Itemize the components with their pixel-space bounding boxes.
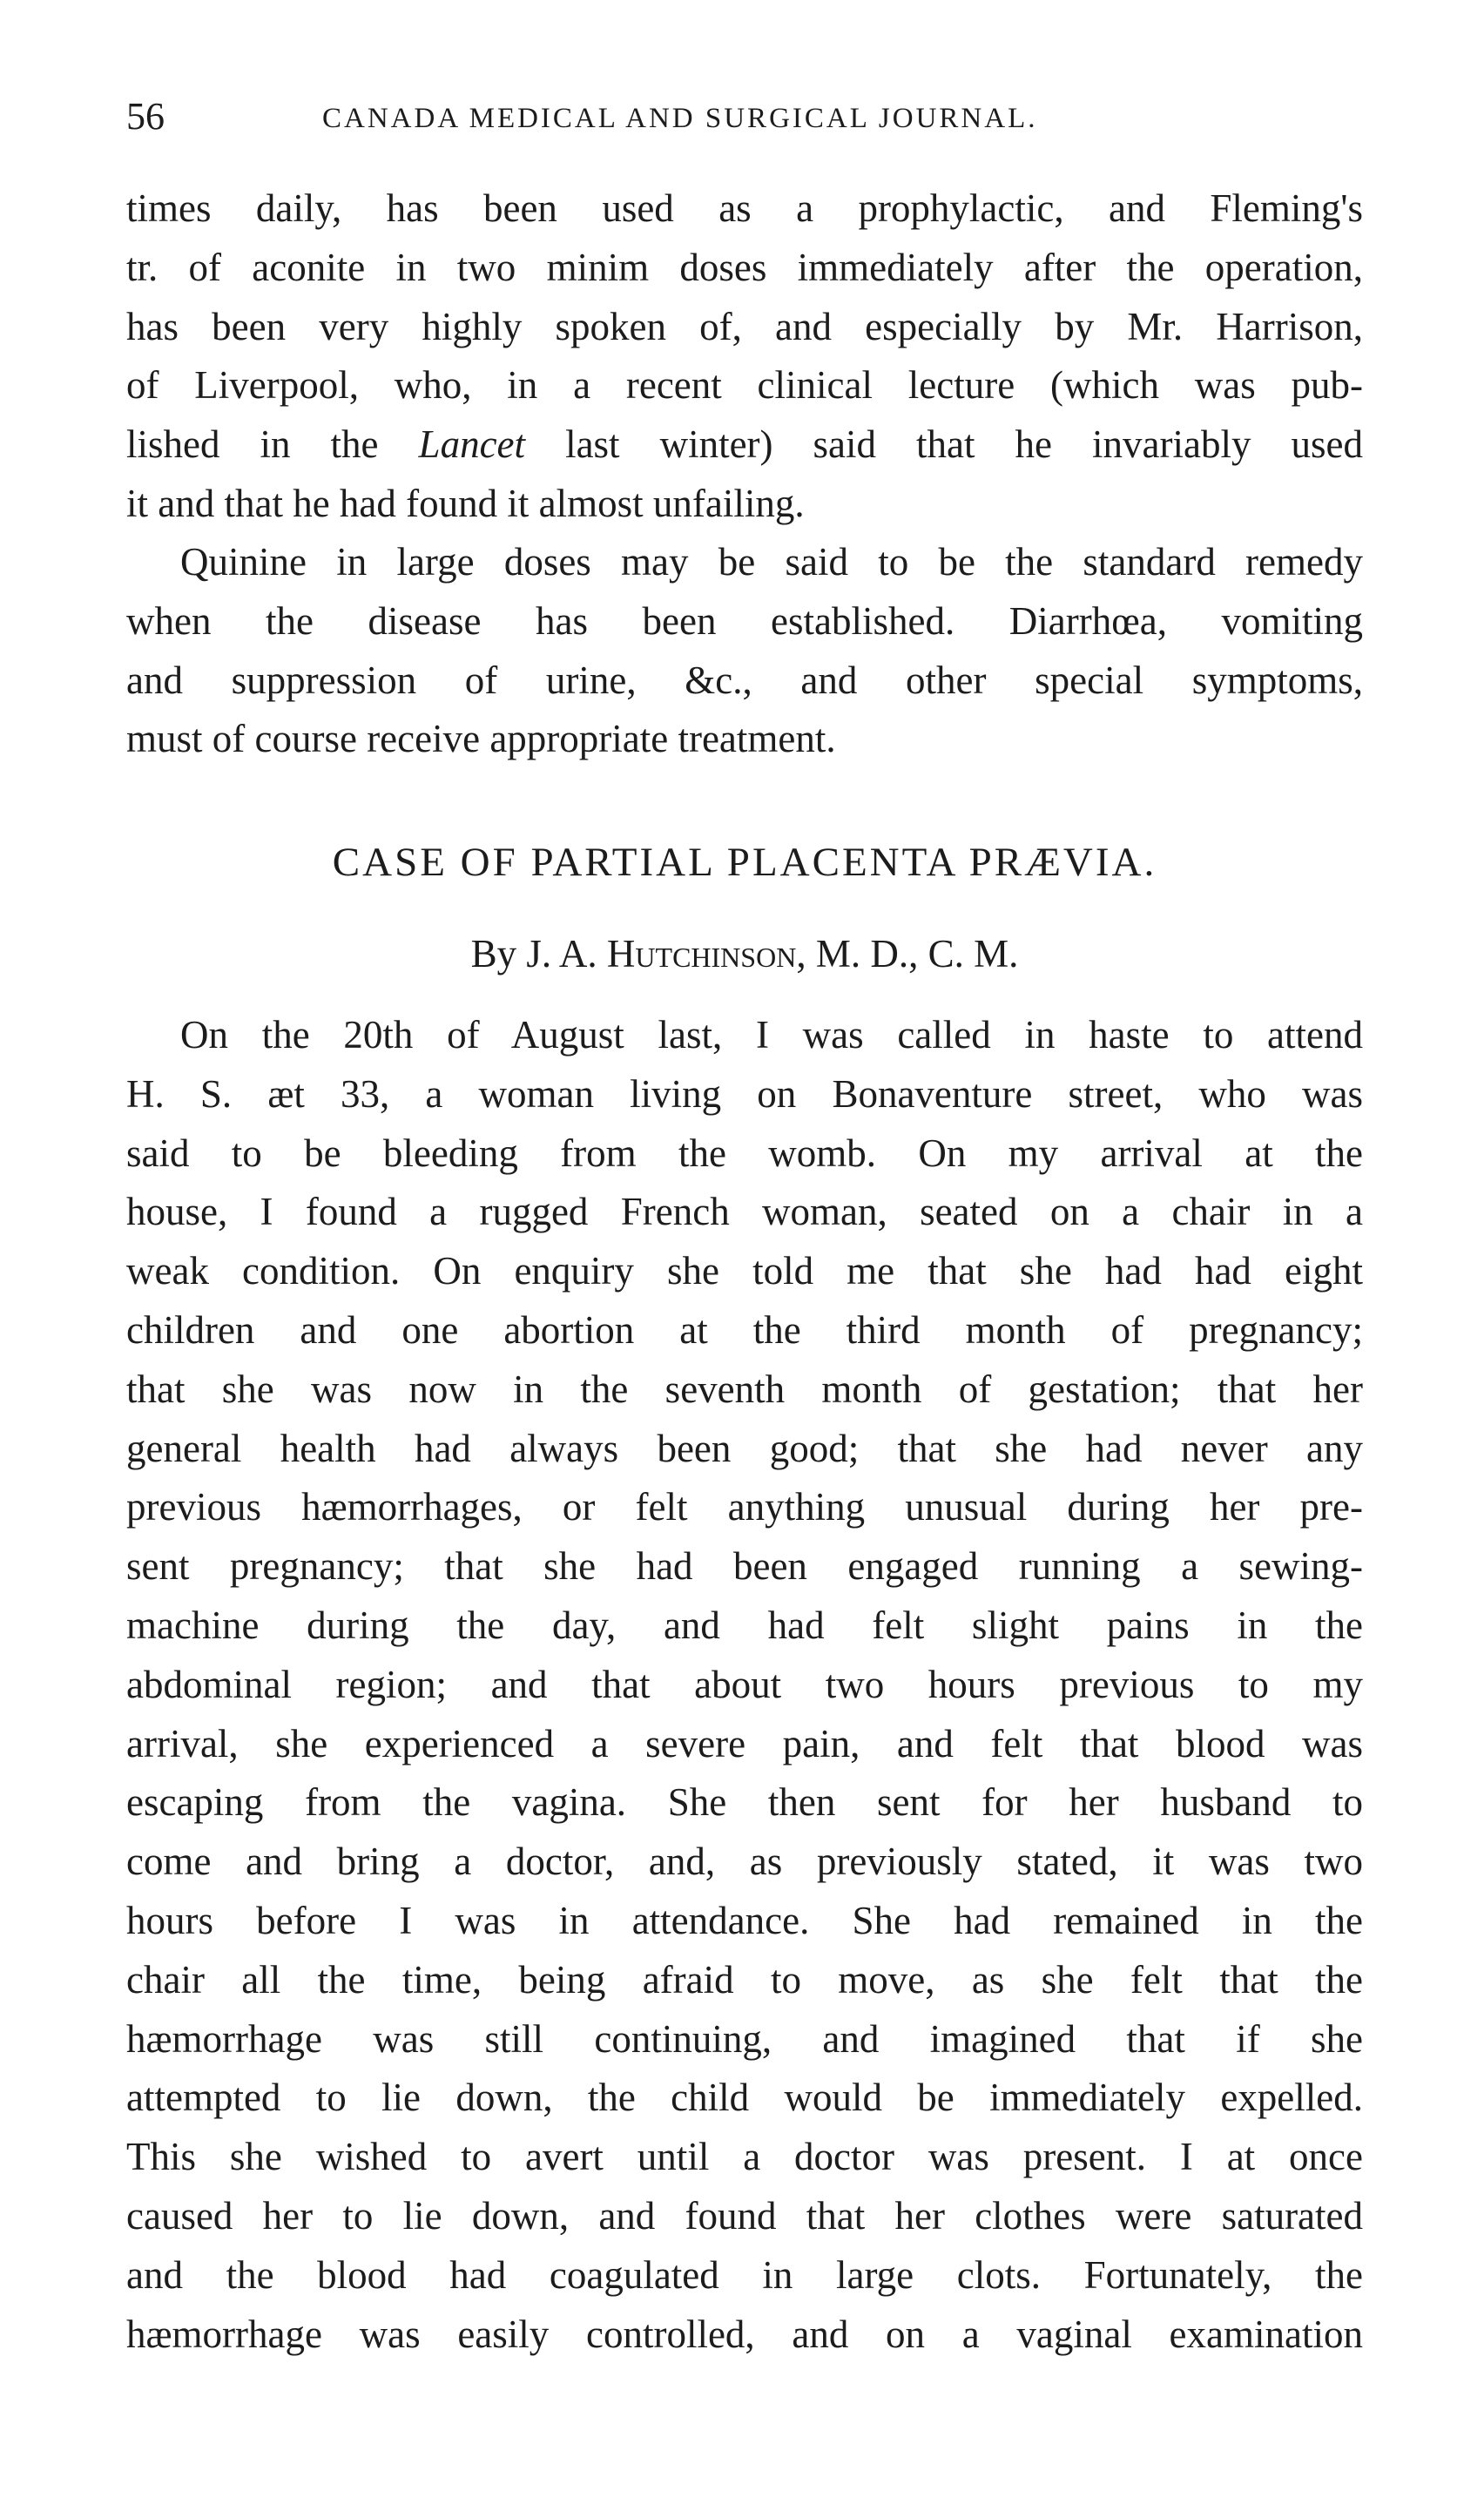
text-line: hours before I was in attendance. She had remained in the — [126, 1898, 1363, 1942]
text-line: house, I found a rugged French woman, seated on a chair in a — [126, 1190, 1363, 1234]
author-name: Hutchinson — [606, 932, 797, 976]
text-line: Quinine in large doses may be said to be the standard remedy — [180, 540, 1363, 584]
text-line: caused her to lie down, and found that her clothes were saturated — [126, 2193, 1363, 2238]
text-line: machine during the day, and had felt slight pains in the — [126, 1603, 1363, 1647]
text-line: it and that he had found it almost unfailing. — [126, 481, 805, 525]
journal-title: CANADA MEDICAL AND SURGICAL JOURNAL. — [322, 103, 1038, 134]
text-line: weak condition. On enquiry she told me that she had had eight — [126, 1249, 1363, 1293]
text-line: chair all the time, being afraid to move, as she felt that the — [126, 1957, 1363, 2002]
text-line: H. S. æt 33, a woman living on Bonaventure street, who was — [126, 1071, 1363, 1116]
text-line: children and one abortion at the third month of pregnancy; — [126, 1307, 1363, 1352]
text-line: hæmorrhage was easily controlled, and on a vaginal examination — [126, 2312, 1363, 2356]
text-fragment: last winter) said that he invariably used — [565, 422, 1364, 467]
byline-prefix: By J. A. — [470, 932, 597, 976]
text-line: This she wished to avert until a doctor was present. I at once — [126, 2135, 1363, 2179]
text-line: and suppression of urine, &c., and other special symptoms, — [126, 658, 1363, 702]
text-line: On the 20th of August last, I was called in haste to attend — [180, 1013, 1363, 1057]
article-title: CASE OF PARTIAL PLACENTA PRÆVIA. — [332, 840, 1157, 885]
paragraph-case-report — [126, 1006, 1363, 2364]
article-byline — [126, 928, 1363, 980]
text-line — [126, 415, 1363, 475]
text-line: general health had always been good; that she had never any — [126, 1426, 1363, 1470]
text-fragment: lished in the — [126, 422, 379, 467]
text-line: must of course receive appropriate treatment. — [126, 717, 836, 761]
text-line: previous hæmorrhages, or felt anything unusual during her pre- — [126, 1485, 1363, 1529]
text-line: that she was now in the seventh month of gestation; that her — [126, 1367, 1363, 1411]
text-line: and the blood had coagulated in large clots. Fortunately, the — [126, 2252, 1363, 2297]
text-line: arrival, she experienced a severe pain, and felt that blood was — [126, 1721, 1363, 1765]
text-line: when the disease has been established. Diarrhœa, vomiting — [126, 598, 1363, 643]
running-head — [126, 91, 1372, 143]
text-line: attempted to lie down, the child would be immediately expelled. — [126, 2076, 1363, 2120]
text-line: escaping from the vagina. She then sent for her husband to — [126, 1780, 1363, 1825]
text-line: come and bring a doctor, and, as previously stated, it was two — [126, 1840, 1363, 1884]
journal-name-lancet: Lancet — [418, 422, 526, 467]
byline-suffix: , M. D., C. M. — [796, 932, 1019, 976]
text-line: has been very highly spoken of, and especially by Mr. Harrison, — [126, 304, 1363, 348]
text-line: times daily, has been used as a prophylactic, and Fleming's — [126, 186, 1363, 230]
text-line: sent pregnancy; that she had been engaged running a sewing- — [126, 1544, 1363, 1589]
text-line: tr. of aconite in two minim doses immediately after the operation, — [126, 245, 1363, 289]
text-line: hæmorrhage was still continuing, and imagined that if she — [126, 2016, 1363, 2061]
page-number: 56 — [126, 95, 165, 138]
paragraph-quinine — [126, 533, 1363, 769]
text-line: of Liverpool, who, in a recent clinical lecture (which was pub- — [126, 363, 1363, 408]
text-line: said to be bleeding from the womb. On my arrival at the — [126, 1131, 1363, 1175]
paragraph-prophylaxis — [126, 179, 1363, 534]
text-line: abdominal region; and that about two hours previous to my — [126, 1662, 1363, 1706]
